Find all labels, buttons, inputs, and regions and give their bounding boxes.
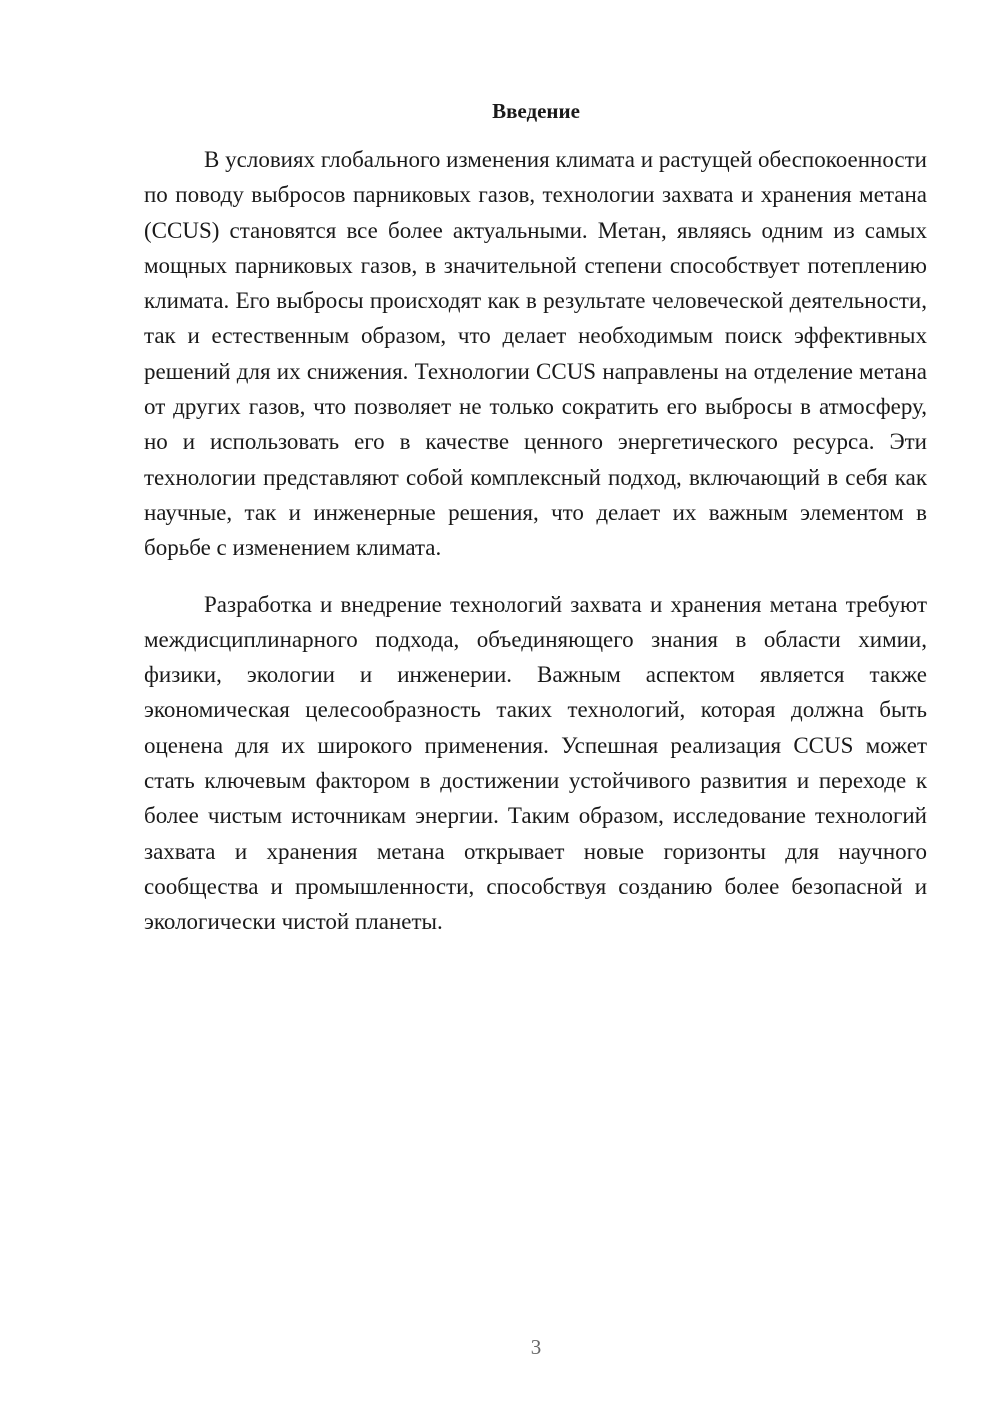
paragraph-2: Разработка и внедрение технологий захвата и хранения метана требуют междисциплинарного подхода, объединяющего знания в области химии, физики, экологии и инженерии. Важным аспектом является также экономическая целесообразность таких технологий, которая должна быть оценена для их широкого применения. Успешная реализация CCUS может стать ключевым фактором в достижении устойчивого развития и переходе к более чистым источникам энергии. Таким образом, исследование технологий захвата и хранения метана открывает новые горизонты для научного сообщества и промышленности, способствуя созданию более безопасной и экологически чистой планеты. bbox=[144, 591, 927, 935]
page-number: 3 bbox=[530, 1335, 542, 1359]
paragraph-1: В условиях глобального изменения климата и растущей обеспокоенности по поводу выбросов парниковых газов, технологии захвата и хранения метана (CCUS) становятся все более актуальными. Метан, являясь одним из самых мощных парниковых газов, в значительной степени способствует потеплению климата. Его выбросы происходят как в результате человеческой деятельности, так и естественным образом, что делает необходимым поиск эффективных решений для их снижения. Технологии CCUS направлены на отделение метана от других газов, что позволяет не только сократить его выбросы в атмосферу, но и использовать его в качестве ценного энергетического ресурса. Эти технологии представляют собой комплексный подход, включающий в себя как научные, так и инженерные решения, что делает их важным элементом в борьбе с изменением климата. bbox=[144, 147, 927, 561]
section-heading: Введение bbox=[492, 99, 580, 123]
body-text bbox=[144, 142, 927, 940]
